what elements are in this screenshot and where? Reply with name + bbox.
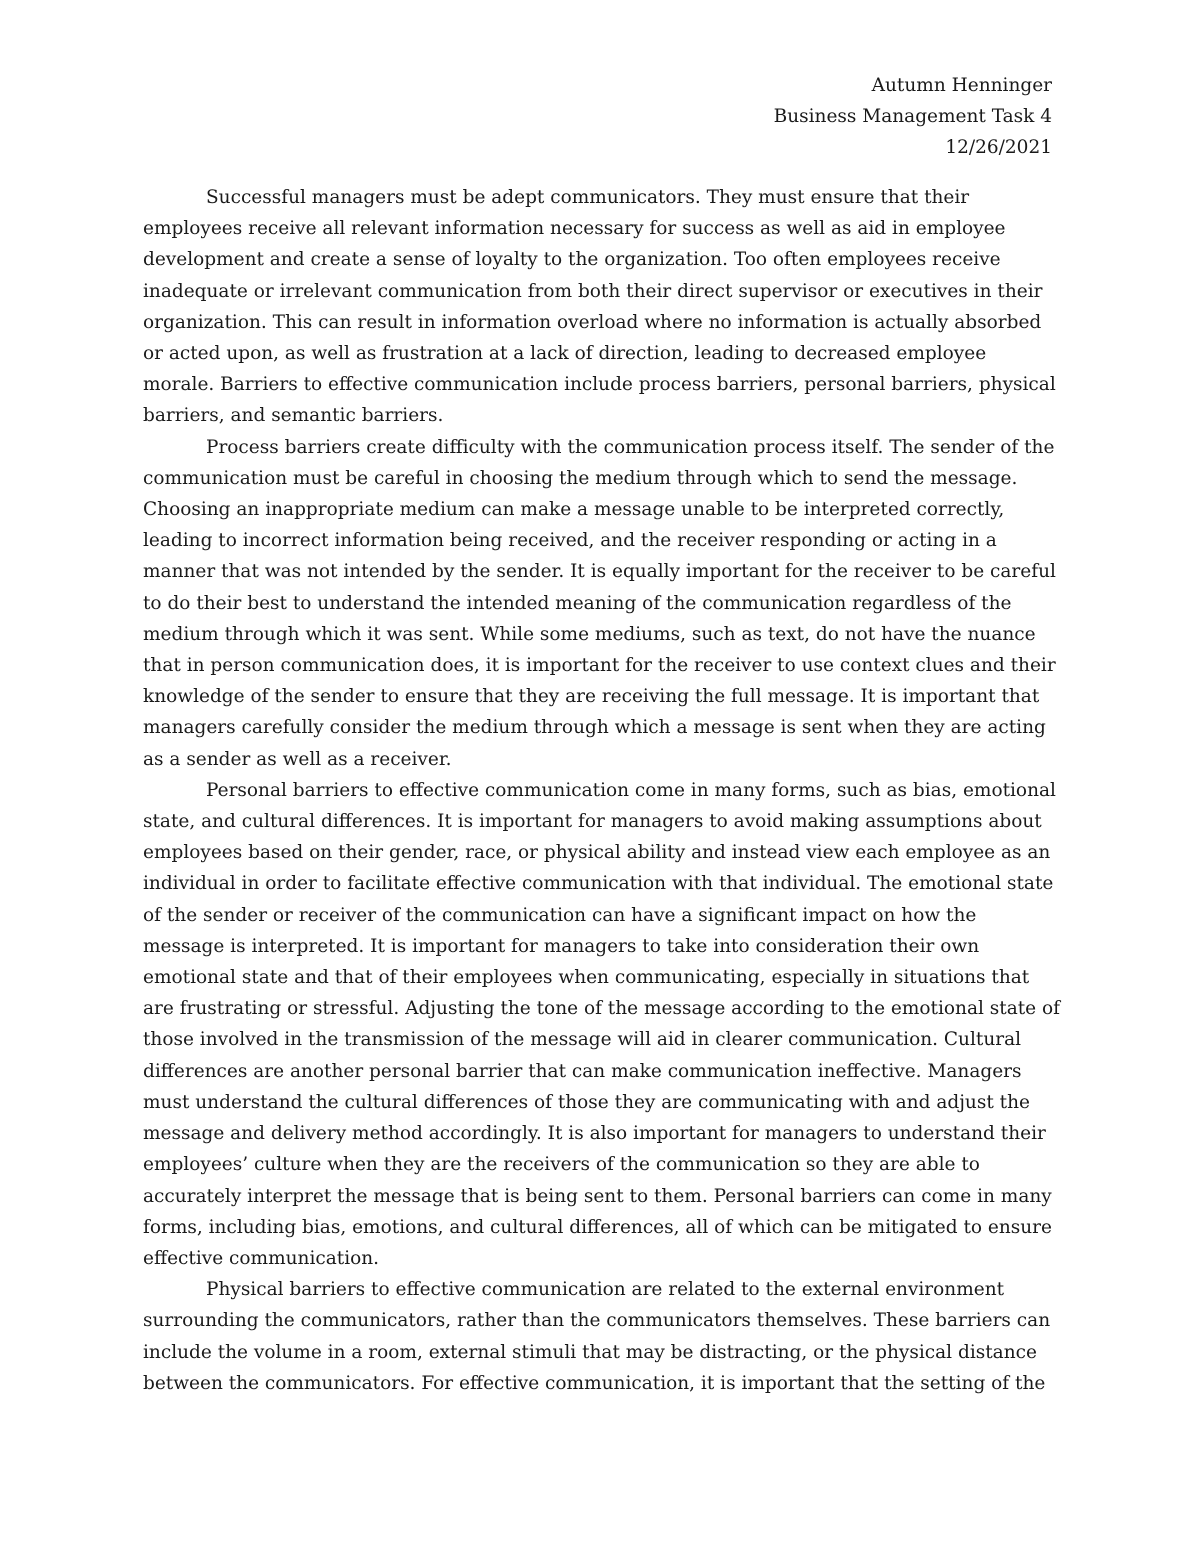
paragraph-physical-barriers: Physical barriers to effective communication are related to the external environment surrounding the communicators, rather than the communicators themselves. These barriers can include the volume in a room, external stimuli that may be distracting, or the physical distance between the communicators. For effective communication, it is important that the setting of the (143, 1279, 1051, 1394)
paragraph-intro: Successful managers must be adept communicators. They must ensure that their employees receive all relevant information necessary for success as well as aid in employee development and create a sense of loyalty to the organization. Too often employees receive inadequate or irrelevant communication from both their direct supervisor or executives in their organization. This can result in information overload where no information is actually absorbed or acted upon, as well as frustration at a lack of direction, leading to decreased employee morale. Barriers to effective communication include process barriers, personal barriers, physical barriers, and semantic barriers. (143, 187, 1056, 427)
document-date: 12/26/2021 (945, 137, 1052, 159)
paragraph-personal-barriers: Personal barriers to effective communication come in many forms, such as bias, emotional state, and cultural differences. It is important for managers to avoid making assumptions about employees based on their gender, race, or physical ability and instead view each employee as an individual in order to facilitate effective communication with that individual. The emotional state of the sender or receiver of the communication can have a significant impact on how the message is interpreted. It is important for managers to take into consideration their own emotional state and that of their employees when communicating, especially in situations that are frustrating or stressful. Adjusting the tone of the message according to the emotional state of those involved in the transmission of the message will aid in clearer communication. Cultural differences are another personal barrier that can make communication ineffective. Managers must understand the cultural differences of those they are communicating with and adjust the message and delivery method accordingly. It is also important for managers to understand their employees’ culture when they are the receivers of the communication so they are able to accurately interpret the message that is being sent to them. Personal barriers can come in many forms, including bias, emotions, and cultural differences, all of which can be mitigated to ensure effective communication. (143, 779, 1060, 1269)
author-name: Autumn Henninger (871, 75, 1052, 96)
paragraph-process-barriers: Process barriers create difficulty with the communication process itself. The sender of the communication must be careful in choosing the medium through which to send the message. Choosing an inappropriate medium can make a message unable to be interpreted correctly, leading to incorrect information being received, and the receiver responding or acting in a manner that was not intended by the sender. It is equally important for the receiver to be careful to do their best to understand the intended meaning of the communication regardless of the medium through which it was sent. While some mediums, such as text, do not have the nuance that in person communication does, it is important for the receiver to use context clues and their knowledge of the sender to ensure that they are receiving the full message. It is important that managers carefully consider the medium through which a message is sent when they are acting as a sender as well as a receiver. (143, 436, 1056, 770)
document-header (774, 70, 1052, 164)
document-body (143, 182, 1061, 1399)
course-title: Business Management Task 4 (773, 106, 1052, 128)
